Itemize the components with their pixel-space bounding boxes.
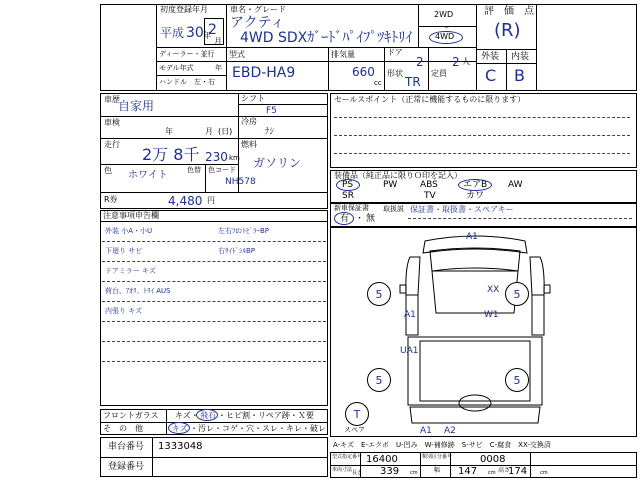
doors-label: ドア [387,48,403,57]
equip-sr: SR [342,191,354,201]
manual-ari: 有 [340,214,350,224]
aircon-label: 冷房 [241,117,257,126]
notes-line [102,261,326,262]
reg-month: 2 [208,22,217,38]
dealer-label: ディーラー・並行 [159,50,215,58]
selling-points-title: セールスポイント（正常に機能するものに限ります） [334,95,526,104]
damage-rear-2: A2 [444,426,456,436]
category: 0008 [480,454,506,465]
color: ホワイト [128,170,168,181]
equip-ps: PS [342,180,354,190]
other-circled: キズ [172,424,188,433]
displacement-label: 排気量 [331,50,355,59]
manual-nashi: 無 [366,214,376,224]
carname: アクティ [230,15,285,31]
doors: 2 [416,55,424,69]
equip-airbag: エアB [463,180,488,190]
fuel: ガソリン [253,156,302,170]
capacity-label: 定員 [431,69,447,78]
length-label: 車両寸法 [332,467,353,473]
equip-tv: TV [424,191,436,201]
type-designation: 16400 [366,454,398,465]
length: 339 [380,466,400,477]
shape: TR [405,75,421,89]
equip-aw: AW [508,180,523,190]
equip-abs: ABS [420,180,438,190]
notes-line [102,301,326,302]
interior-label: 内装 [511,52,530,62]
model: EBD-HA9 [232,65,296,81]
notes-line [102,321,326,322]
spare-label: スペア [344,426,365,434]
height-label: 高さ [498,467,511,474]
items: 保証書・取扱書・スペアキー [410,205,514,214]
glass-label: フロントガラス [103,411,159,420]
damage-left-door: A1 [404,310,416,320]
wheel-front-left: 5 [367,282,391,306]
spare-tire: T [345,402,369,426]
capacity: 2 [452,55,460,69]
damage-left-bed: UA1 [400,346,419,356]
hyouka: (R) [494,20,521,41]
interior-grade: B [514,66,525,85]
equip-ps-circle [336,179,360,191]
other-label: そ の 他 [103,424,143,433]
reg-date-label: 初度登録年月 [160,5,208,14]
notes-item: 左右ﾌﾛﾝﾄﾋﾟﾗｰBP [218,227,270,235]
mileage-label: 走行 [104,140,120,149]
plate-label: 登録番号 [108,462,145,472]
equip-airbag-circle [458,179,492,191]
glass-circled: 飛石 [200,411,216,420]
reg-era: 平成 [160,26,185,40]
equip-kawa: カワ [466,191,485,201]
notes-item: 下廻り サビ [105,247,143,255]
legend: A-キズ E-エクボ U-凹み W-補修跡 S-サビ C-腐食 XX-交換済 [333,441,551,449]
equipment-title: 装備品（純正品に限りＯ印を記入） [334,171,462,180]
car-diagram [330,227,637,437]
wheel-rear-right: 5 [505,368,529,392]
hyouka-label: 評 価 点 [484,6,534,17]
wheel-rear-left: 5 [367,368,391,392]
notes-title: 注意事項申告欄 [103,211,159,220]
exterior-label: 外装 [481,52,500,62]
colorcode-label: 色コード [208,166,236,174]
recycle: 4,480 [168,194,203,208]
notes-line [102,361,326,362]
drive-value: 4WD [435,32,455,41]
mileage-small: 230 [205,150,228,164]
notes-line [102,341,326,342]
items-label: 取扱説 [383,205,404,213]
model-label: 型式 [229,50,245,59]
damage-right-door: W1 [484,310,499,320]
notes-item: 荷台、ｱｵﾘ、ﾄﾘｲ AUS [105,287,171,295]
mileage-big: 2万 8千 [142,145,200,164]
type-designation-label: 型式指定番号 [332,454,363,460]
manual-ari-circle [334,212,354,225]
recycle-label: R券 [104,195,118,204]
notes-item: 右ｻｲﾄﾞｼﾙBP [218,247,256,255]
handle-label: ハンドル 左・右 [159,78,215,86]
selling-points-frame [330,93,637,168]
usage-label: 車歴 [104,95,120,104]
notes-line [102,281,326,282]
model-year-label: モデル年式 [159,64,194,72]
wheel-front-right: 5 [505,282,529,306]
shift: F5 [266,106,277,116]
notes-item: 内張り キズ [105,307,143,315]
chassis: 1333048 [158,441,203,452]
damage-front: A1 [466,232,478,242]
shaken-label: 車検 [104,118,120,127]
aircon: ﾅｼ [265,127,275,137]
damage-right-pillar: XX [487,285,500,295]
shift-label: シフト [241,94,265,103]
category-label: 類別区分番号 [422,454,453,460]
fuel-label: 燃料 [241,140,257,149]
width: 147 [458,466,478,477]
exterior-grade: C [485,66,497,85]
grade: 4WD SDXｶﾞｰﾄﾞﾊﾟｲﾌﾟﾂｷﾄﾘｲ [240,30,413,46]
chassis-label: 車台番号 [108,442,145,452]
colorchange-label: 色替 [187,166,201,174]
damage-rear-1: A1 [420,426,432,436]
equip-pw: PW [383,180,398,190]
drive-label: 2WD [434,10,454,19]
color-label: 色 [104,166,112,175]
reg-year: 30 [186,25,204,41]
colorcode: NH578 [225,177,256,187]
notes-item: ドアミラー キズ [105,267,156,275]
notes-item: 外装 小A・小U [105,227,153,235]
usage: 自家用 [118,99,155,113]
manual-label: 新車保証書 [334,204,369,212]
width-label: 幅 [434,467,441,474]
height: 174 [508,466,528,477]
carname-label: 車名・グレード [230,5,286,14]
shape-label: 形状 [387,69,403,78]
displacement: 660 [352,65,375,79]
notes-line [102,241,326,242]
